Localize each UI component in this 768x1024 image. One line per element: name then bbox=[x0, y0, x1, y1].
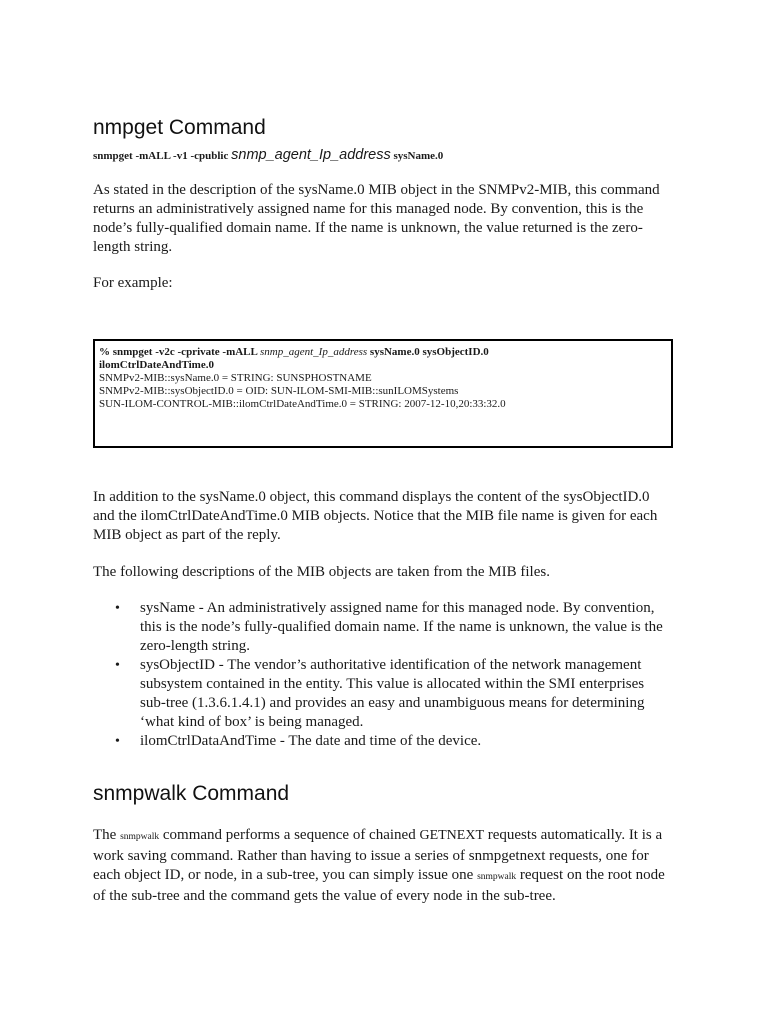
syntax-object: sysName.0 bbox=[390, 150, 444, 162]
text-run: requests automatically. It is a work saving command. Rather than having to issue a series of snmpgetnext requests, one for each object ID, or node, in a sub-tree, you can simply issue one bbox=[93, 827, 663, 883]
snmpget-syntax bbox=[93, 148, 443, 163]
section-heading-snmpget: nmpget Command bbox=[93, 116, 266, 139]
inline-command: snmpwalk bbox=[120, 832, 160, 842]
bullet-icon: • bbox=[115, 734, 120, 749]
snmpget-description: As stated in the description of the sysName.0 MIB object in the SNMPv2-MIB, this command returns an administratively assigned name for this managed node. By convention, this is the node’s fully-qualified domain name. If the name is unknown, the value returned is the zero-length string. bbox=[93, 182, 660, 255]
code-objects: sysName.0 sysObjectID.0 bbox=[367, 346, 489, 358]
inline-command: snmpwalk bbox=[477, 872, 517, 882]
example-code-box bbox=[93, 339, 673, 448]
list-item bbox=[93, 656, 673, 732]
list-item bbox=[93, 732, 673, 751]
text-run: request on the root node of the sub-tree and the command gets the value of every node in the sub-tree. bbox=[93, 867, 665, 904]
example-intro: For example: bbox=[93, 275, 173, 291]
text-run: The bbox=[93, 827, 121, 843]
snmpwalk-description bbox=[93, 826, 673, 906]
syntax-argument: snmp_agent_Ip_address bbox=[231, 147, 391, 163]
bullet-icon: • bbox=[115, 658, 120, 673]
list-item bbox=[93, 599, 673, 656]
list-item-text: sysName - An administratively assigned name for this managed node. By convention, this is the node’s fully-qualified domain name. If the name is unknown, the value is the zero-length string. bbox=[140, 600, 663, 654]
code-command-line bbox=[99, 346, 667, 359]
text-run: command performs a sequence of chained bbox=[159, 827, 420, 843]
code-argument: snmp_agent_Ip_address bbox=[260, 346, 368, 358]
bullet-icon: • bbox=[115, 601, 120, 616]
code-command-line-2 bbox=[99, 359, 667, 372]
code-command: % snmpget -v2c -cprivate -mALL bbox=[99, 346, 261, 358]
code-output-line-3: SUN-ILOM-CONTROL-MIB::ilomCtrlDateAndTime.0 = STRING: 2007-12-10,20:33:32.0 bbox=[99, 398, 506, 410]
list-item-text: sysObjectID - The vendor’s authoritative identification of the network management subsystem contained in the entity. This value is allocated within the SMI enterprises sub-tree (1.3.6.1.4.1) and provides an easy and unambiguous means for determining ‘what kind of box’ is being managed. bbox=[140, 657, 645, 730]
additional-objects-paragraph: In addition to the sysName.0 object, this command displays the content of the sysObjectID.0 and the ilomCtrlDateAndTime.0 MIB objects. Notice that the MIB file name is given for each MIB object as part of the reply. bbox=[93, 489, 658, 543]
list-item-text: ilomCtrlDataAndTime - The date and time of the device. bbox=[140, 733, 482, 749]
section-heading-snmpwalk: snmpwalk Command bbox=[93, 782, 290, 805]
inline-keyword: GETNEXT bbox=[419, 828, 484, 843]
mib-object-list bbox=[93, 599, 673, 751]
code-output-line-2: SNMPv2-MIB::sysObjectID.0 = OID: SUN-ILOM-SMI-MIB::sunILOMSystems bbox=[99, 385, 459, 397]
code-object-2: ilomCtrlDateAndTime.0 bbox=[99, 359, 214, 371]
syntax-command: snmpget -mALL -v1 -cpublic bbox=[93, 150, 232, 162]
mib-descriptions-intro: The following descriptions of the MIB objects are taken from the MIB files. bbox=[93, 564, 550, 580]
code-output-line-1: SNMPv2-MIB::sysName.0 = STRING: SUNSPHOSTNAME bbox=[99, 372, 372, 384]
